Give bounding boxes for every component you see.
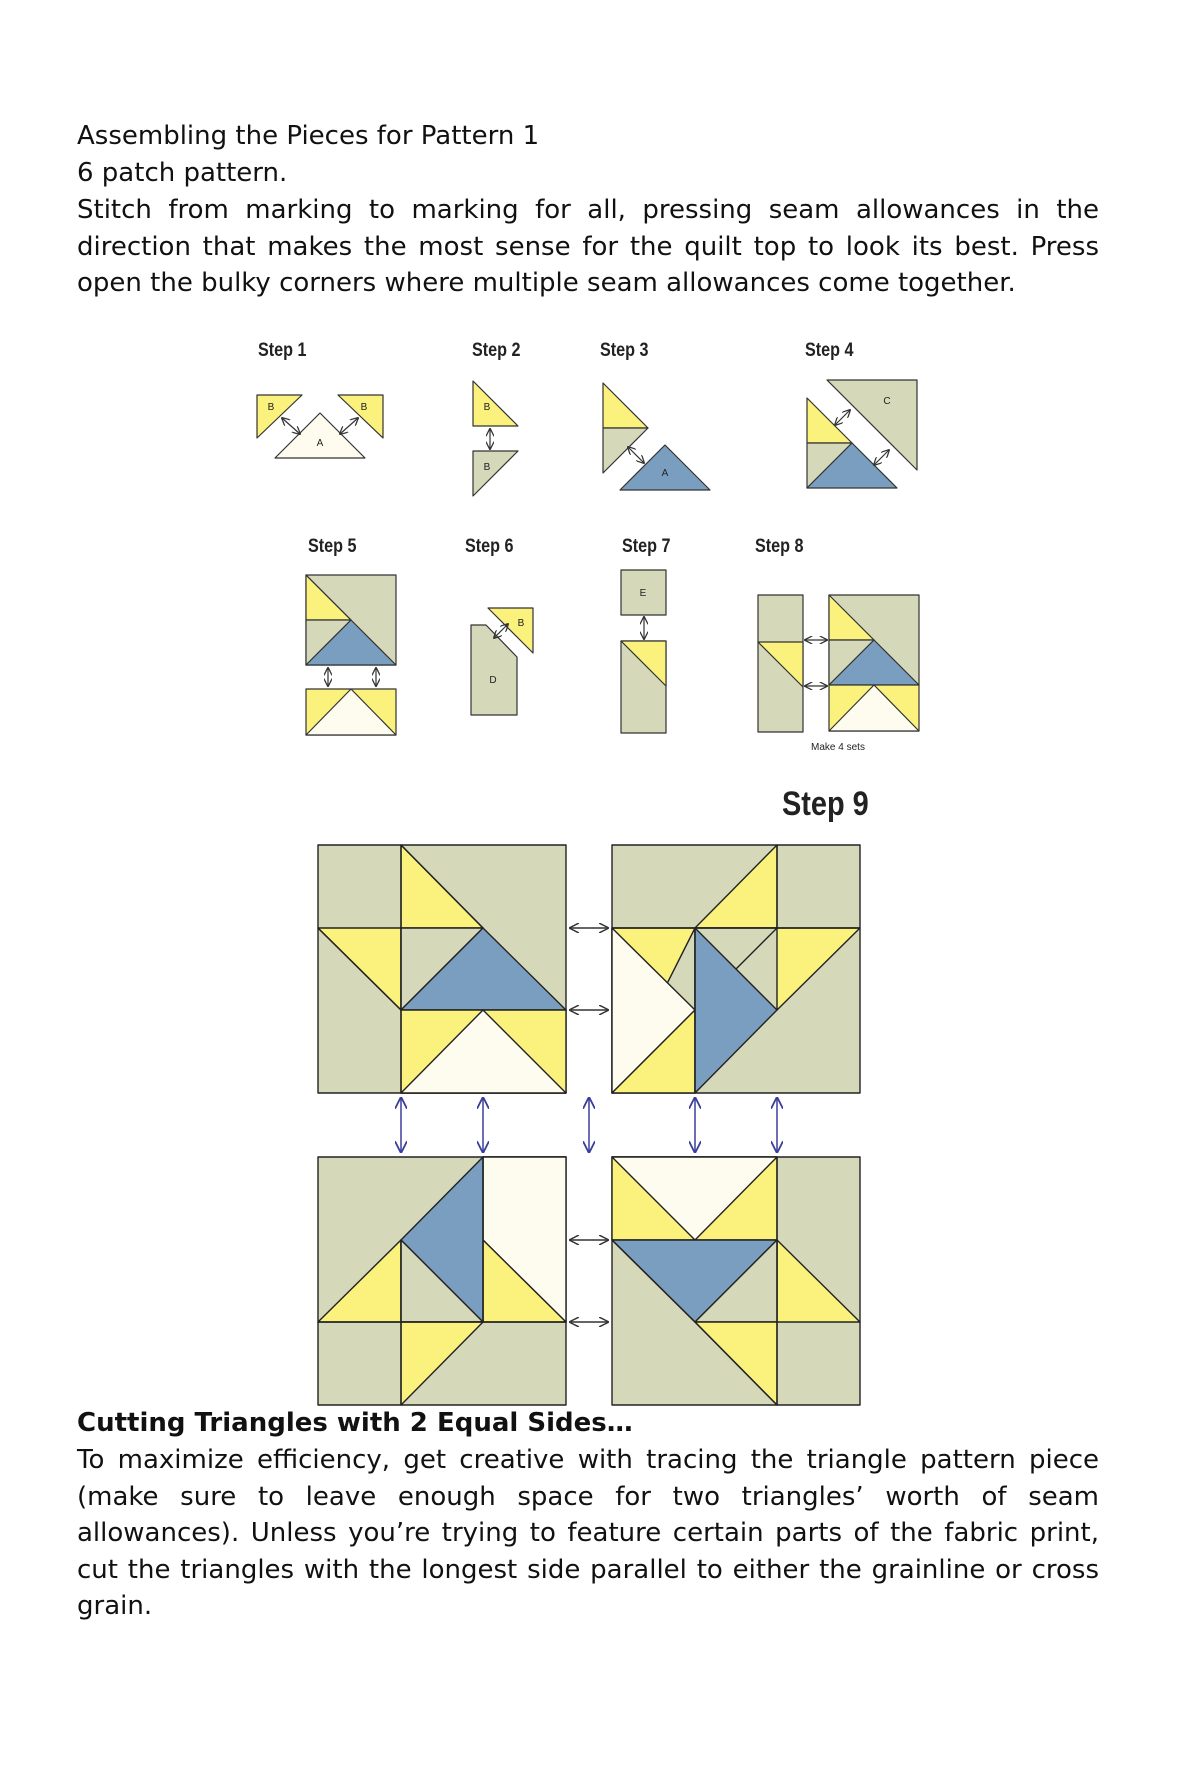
section-heading: Cutting Triangles with 2 Equal Sides… — [77, 1408, 633, 1438]
step-2-label: Step 2 — [472, 340, 521, 361]
piece-label-e: E — [639, 588, 647, 599]
piece-label-c: C — [883, 396, 891, 407]
piece-label-b: B — [360, 402, 368, 413]
step-8-label: Step 8 — [755, 536, 804, 557]
step-4-diagram — [807, 380, 917, 488]
make-4-sets-note: Make 4 sets — [811, 742, 865, 753]
step-7-label: Step 7 — [622, 536, 671, 557]
piece-label-b: B — [483, 402, 491, 413]
step-8-diagram — [758, 595, 919, 732]
step-2-diagram — [473, 381, 518, 496]
piece-label-a: A — [661, 468, 669, 479]
step-9-block-top-right — [612, 845, 860, 1093]
intro-title: Assembling the Pieces for Pattern 1 — [77, 121, 540, 151]
piece-label-b: B — [517, 618, 525, 629]
step-9-block-top-left — [318, 845, 566, 1093]
step-5-diagram — [306, 575, 396, 735]
step-6-label: Step 6 — [465, 536, 514, 557]
step-3-diagram — [603, 383, 710, 490]
step-9-block-bottom-left — [318, 1157, 566, 1405]
step-1-label: Step 1 — [258, 340, 307, 361]
intro-subtitle: 6 patch pattern. — [77, 158, 288, 188]
step-4-label: Step 4 — [805, 340, 854, 361]
section-paragraph: To maximize efficiency, get creative with tracing the triangle pattern piece (make sure to leave enough space for two triangles’ worth of seam allowances). Unless you’re trying to feature certain parts of the fabric print, cut the triangles with the longest side parallel to either the grainline or cross grain. — [77, 1445, 1099, 1621]
step-3-label: Step 3 — [600, 340, 649, 361]
piece-label-b: B — [267, 402, 275, 413]
piece-label-d: D — [489, 675, 497, 686]
step-9-block-bottom-right — [612, 1157, 860, 1405]
piece-label-b: B — [483, 462, 491, 473]
step-9-vertical-arrows — [401, 1098, 777, 1152]
intro-paragraph: Stitch from marking to marking for all, pressing seam allowances in the direction that makes the most sense for the quilt top to look its best. Press open the bulky corners where multiple seam allowances come together. — [77, 195, 1099, 298]
piece-label-a: A — [316, 438, 324, 449]
step-9-label: Step 9 — [782, 785, 869, 823]
step-5-label: Step 5 — [308, 536, 357, 557]
